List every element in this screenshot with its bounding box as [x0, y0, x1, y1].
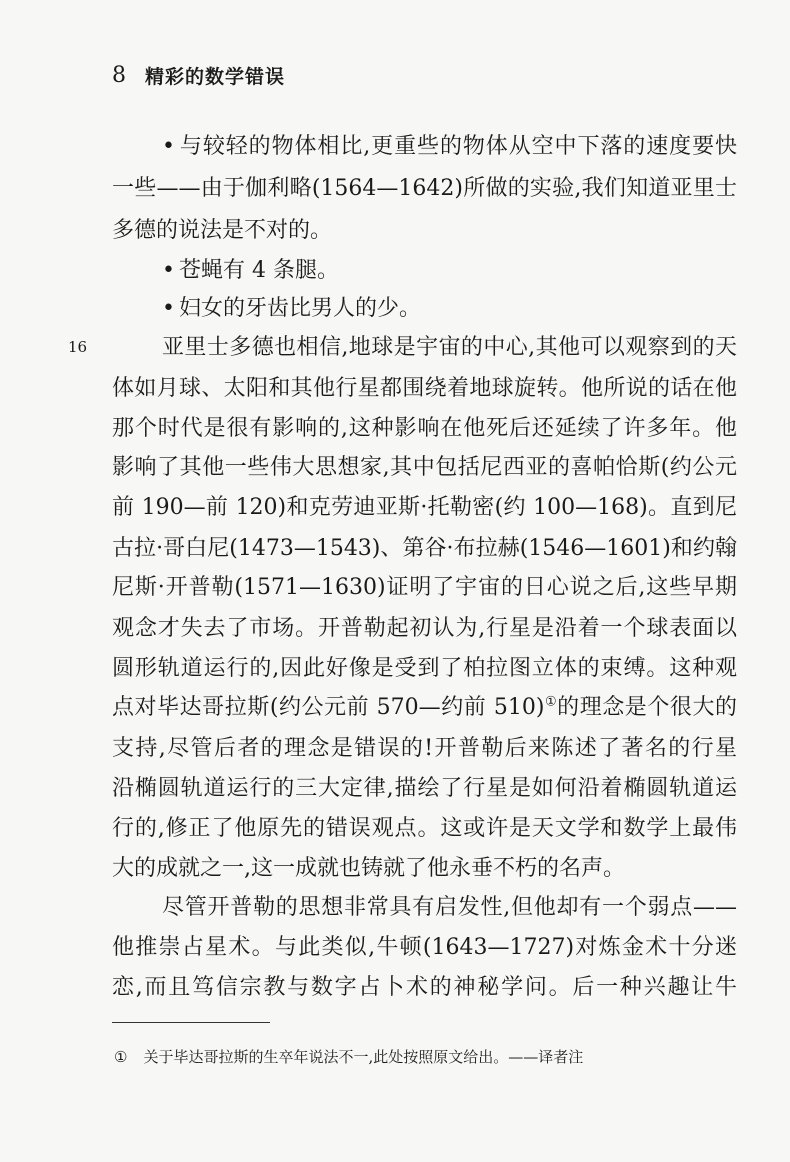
text-line: 观念才失去了市场。开普勒起初认为,行星是沿着一个球表面以 [112, 616, 737, 641]
text-line: 影响了其他一些伟大思想家,其中包括尼西亚的喜帕恰斯(约公元 [112, 455, 737, 480]
chapter-title: 精彩的数学错误 [145, 66, 286, 88]
text-segment: 点对毕达哥拉斯(约公元前 570—约前 510) [112, 695, 545, 720]
footnote-divider [112, 1022, 270, 1023]
text-line: 古拉·哥白尼(1473—1543)、第谷·布拉赫(1546—1601)和约翰 [112, 536, 737, 561]
text-line: 尽管开普勒的思想非常具有启发性,但他却有一个弱点—— [162, 895, 737, 920]
text-line: 圆形轨道运行的,因此好像是受到了柏拉图立体的束缚。这种观 [112, 656, 737, 681]
text-line: 支持,尽管后者的理念是错误的!开普勒后来陈述了著名的行星 [112, 736, 737, 761]
footnote-number: ① [114, 1048, 128, 1066]
text-line: 沿椭圆轨道运行的三大定律,描绘了行星是如何沿着椭圆轨道运 [112, 776, 737, 801]
text-line: 与较轻的物体相比,更重些的物体从空中下落的速度要快 [178, 134, 737, 159]
text-line: 尼斯·开普勒(1571—1630)证明了宇宙的日心说之后,这些早期 [112, 575, 737, 600]
bullet-item [162, 290, 737, 328]
text-line: 一些——由于伽利略(1564—1642)所做的实验,我们知道亚里士 [112, 176, 737, 201]
text-line: 大的成就之一,这一成就也铸就了他永垂不朽的名声。 [112, 856, 625, 881]
text-line: 亚里士多德也相信,地球是宇宙的中心,其他可以观察到的天 [162, 335, 737, 360]
text-line: 行的,修正了他原先的错误观点。这或许是天文学和数学上最伟 [112, 816, 737, 841]
text-line: 苍蝇有 4 条腿。 [178, 258, 339, 283]
text-line: 多德的说法是不对的。 [112, 218, 333, 243]
footnote [114, 1046, 583, 1068]
text-line [112, 689, 737, 727]
margin-number: 16 [68, 338, 88, 356]
page-number: 8 [112, 63, 126, 88]
bullet-item [162, 128, 737, 166]
footnote-reference[interactable]: ① [544, 694, 558, 710]
bullet-dot: • [162, 134, 175, 159]
footnote-text: 关于毕达哥拉斯的生卒年说法不一,此处按照原文给出。——译者注 [143, 1048, 584, 1066]
text-line: 前 190—前 120)和克劳迪亚斯·托勒密(约 100—168)。直到尼 [112, 495, 737, 520]
text-line: 他推崇占星术。与此类似,牛顿(1643—1727)对炼金术十分迷 [112, 935, 737, 960]
text-line: 那个时代是很有影响的,这种影响在他死后还延续了许多年。他 [112, 416, 737, 441]
text-line: 妇女的牙齿比男人的少。 [178, 296, 421, 321]
bullet-item [162, 252, 737, 290]
text-line: 体如月球、太阳和其他行星都围绕着地球旋转。他所说的话在他 [112, 376, 737, 401]
text-line: 恋,而且笃信宗教与数字占卜术的神秘学问。后一种兴趣让牛 [112, 975, 737, 1000]
text-segment: 的理念是个很大的 [557, 695, 737, 720]
bullet-dot: • [162, 296, 175, 321]
bullet-dot: • [162, 258, 175, 283]
